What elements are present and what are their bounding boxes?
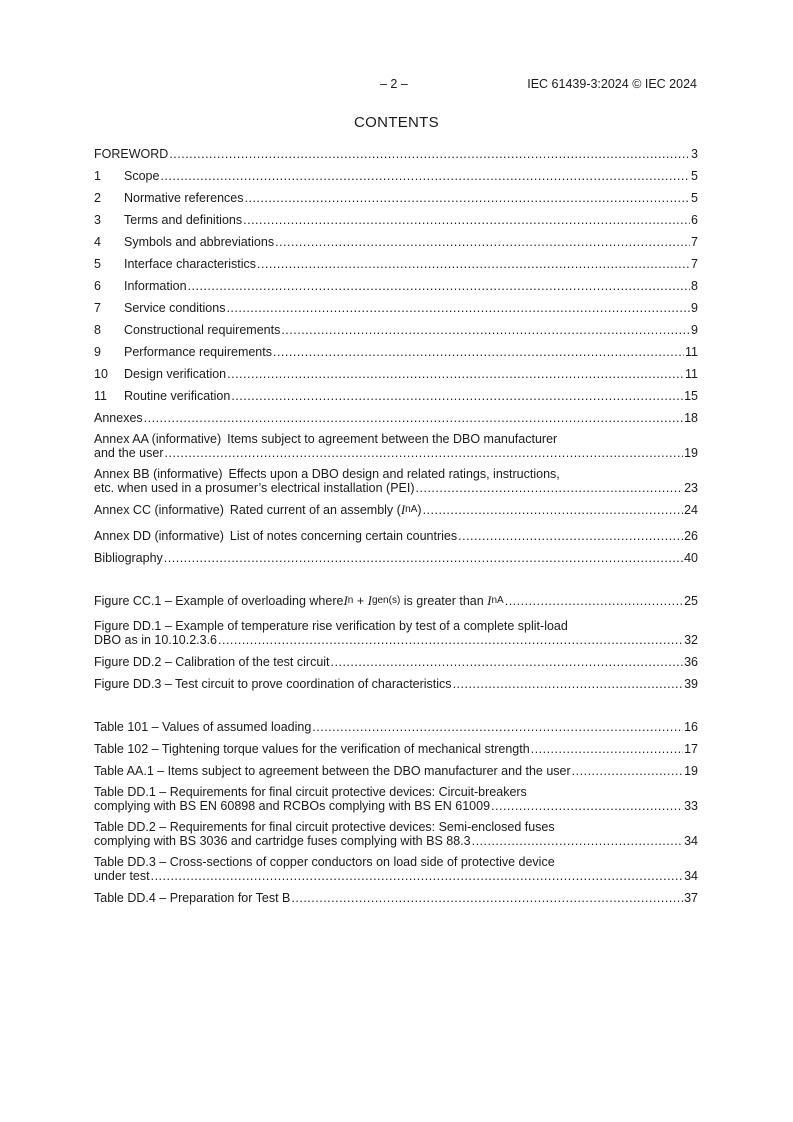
- clause-label: Interface characteristics: [124, 257, 256, 271]
- toc-page: 15: [684, 389, 698, 403]
- toc-annex-bb[interactable]: [94, 467, 698, 495]
- toc-page: 18: [684, 411, 698, 425]
- toc-page: 7: [691, 235, 698, 249]
- clause-number: 8: [94, 323, 101, 337]
- current-symbol: I: [367, 593, 372, 608]
- toc-page: 19: [684, 764, 698, 778]
- clause-label: Normative references: [124, 191, 244, 205]
- toc-clause[interactable]: [94, 256, 698, 278]
- toc-page: 6: [691, 213, 698, 227]
- clause-label: Design verification: [124, 367, 227, 381]
- figure-title: Figure DD.3 – Test circuit to prove coordination of characteristics: [94, 677, 452, 691]
- toc-table-101[interactable]: [94, 719, 698, 741]
- toc-table-102[interactable]: [94, 741, 698, 763]
- toc-page: 19: [684, 446, 698, 460]
- toc-clause[interactable]: [94, 278, 698, 300]
- toc-label: FOREWORD: [94, 147, 169, 161]
- toc-figure-cc1[interactable]: [94, 593, 698, 619]
- toc-figure-dd2[interactable]: [94, 654, 698, 676]
- toc-clause[interactable]: [94, 234, 698, 256]
- toc-table-aa1[interactable]: [94, 763, 698, 785]
- toc-page: 8: [691, 279, 698, 293]
- toc-foreword[interactable]: [94, 146, 698, 168]
- table-title: Table 102 – Tightening torque values for the verification of mechanical strength: [94, 742, 530, 756]
- toc-page: 25: [684, 594, 698, 608]
- toc-bibliography[interactable]: [94, 550, 698, 572]
- current-symbol: I: [487, 593, 492, 608]
- annex-title: Rated current of an assembly (: [229, 503, 401, 517]
- figure-title: Figure DD.2 – Calibration of the test circuit: [94, 655, 330, 669]
- page-title: CONTENTS: [354, 114, 439, 131]
- current-subscript: gen(s): [371, 595, 401, 606]
- toc-table-dd4[interactable]: [94, 890, 698, 912]
- clause-number: 4: [94, 235, 101, 249]
- figure-title: Figure CC.1 – Example of overloading where: [94, 594, 344, 608]
- toc-page: 9: [691, 323, 698, 337]
- annex-prefix: Annex DD (informative): [94, 529, 224, 543]
- toc-clause[interactable]: [94, 300, 698, 322]
- toc-annex-cc[interactable]: [94, 502, 698, 528]
- current-subscript: n: [347, 595, 354, 606]
- toc-page: 24: [684, 503, 698, 517]
- toc-page: 17: [684, 742, 698, 756]
- toc-annex-dd[interactable]: [94, 528, 698, 550]
- toc-page: 5: [691, 169, 698, 183]
- toc-page: 7: [691, 257, 698, 271]
- toc-clause[interactable]: [94, 322, 698, 344]
- current-subscript: nA: [491, 595, 504, 606]
- clause-label: Service conditions: [124, 301, 226, 315]
- figure-title-line2: DBO as in 10.10.2.3.6: [94, 633, 217, 647]
- toc-page: 16: [684, 720, 698, 734]
- clause-label: Information: [124, 279, 187, 293]
- table-title-line2: under test: [94, 869, 150, 883]
- clause-number: 11: [94, 389, 107, 403]
- annex-title-line2: and the user: [94, 446, 164, 460]
- document-id: IEC 61439-3:2024 © IEC 2024: [527, 77, 697, 91]
- clause-number: 10: [94, 367, 108, 381]
- annex-title-line1: Items subject to agreement between the DBO manufacturer: [227, 432, 558, 446]
- toc-clause[interactable]: [94, 344, 698, 366]
- clause-number: 2: [94, 191, 101, 205]
- toc-annex-aa[interactable]: [94, 432, 698, 460]
- toc-page: 34: [684, 869, 698, 883]
- page-number: – 2 –: [380, 77, 408, 91]
- toc-page: 26: [684, 529, 698, 543]
- toc-annexes[interactable]: [94, 410, 698, 432]
- annex-title-line1: Effects upon a DBO design and related ratings, instructions,: [228, 467, 560, 481]
- table-title-line1: Table DD.1 – Requirements for final circuit protective devices: Circuit-breakers: [94, 785, 527, 799]
- toc-clause[interactable]: [94, 190, 698, 212]
- clause-label: Performance requirements: [124, 345, 272, 359]
- toc-page: 40: [684, 551, 698, 565]
- toc-table-dd1[interactable]: [94, 785, 698, 813]
- toc-figure-dd3[interactable]: [94, 676, 698, 698]
- toc-page: 33: [684, 799, 698, 813]
- clause-label: Terms and definitions: [124, 213, 243, 227]
- clause-label: Symbols and abbreviations: [124, 235, 275, 249]
- table-title-line1: Table DD.2 – Requirements for final circuit protective devices: Semi-enclosed fuses: [94, 820, 555, 834]
- toc-clause[interactable]: [94, 388, 698, 410]
- toc-page: 36: [684, 655, 698, 669]
- annex-title: List of notes concerning certain countries: [229, 529, 458, 543]
- toc-page: 9: [691, 301, 698, 315]
- current-subscript: nA: [405, 504, 418, 515]
- toc-page: 11: [685, 367, 698, 381]
- toc-table-dd2[interactable]: [94, 820, 698, 848]
- toc-table-dd3[interactable]: [94, 855, 698, 883]
- table-title: Table AA.1 – Items subject to agreement between the DBO manufacturer and the user: [94, 764, 571, 778]
- plus-sign: +: [353, 594, 368, 608]
- clause-number: 1: [94, 169, 101, 183]
- annex-prefix: Annex AA (informative): [94, 432, 222, 446]
- clause-number: 5: [94, 257, 101, 271]
- annex-prefix: Annex BB (informative): [94, 467, 223, 481]
- figure-title-line1: Figure DD.1 – Example of temperature rise verification by test of a complete split-load: [94, 619, 568, 633]
- annex-prefix: Annex CC (informative): [94, 503, 224, 517]
- toc-label: Bibliography: [94, 551, 163, 565]
- current-symbol: I: [343, 593, 348, 608]
- toc-clause[interactable]: [94, 366, 698, 388]
- toc-page: 3: [691, 147, 698, 161]
- toc-page: 37: [684, 891, 698, 905]
- clause-number: 3: [94, 213, 101, 227]
- clause-number: 6: [94, 279, 101, 293]
- clause-number: 7: [94, 301, 101, 315]
- annex-title-close: ): [417, 503, 422, 517]
- toc-page: 39: [684, 677, 698, 691]
- annex-title-line2: etc. when used in a prosumer’s electrical installation (PEI): [94, 481, 415, 495]
- table-title: Table DD.4 – Preparation for Test B: [94, 891, 291, 905]
- toc-page: 23: [684, 481, 698, 495]
- clause-label: Scope: [124, 169, 160, 183]
- clause-label: Constructional requirements: [124, 323, 281, 337]
- toc-page: 34: [684, 834, 698, 848]
- figure-title-mid: is greater than: [400, 594, 488, 608]
- table-of-contents: [94, 146, 698, 912]
- toc-clause[interactable]: [94, 212, 698, 234]
- toc-label: Annexes: [94, 411, 143, 425]
- toc-page: 11: [685, 345, 698, 359]
- toc-page: 32: [684, 633, 698, 647]
- table-title-line2: complying with BS EN 60898 and RCBOs complying with BS EN 61009: [94, 799, 491, 813]
- clause-number: 9: [94, 345, 101, 359]
- table-title-line1: Table DD.3 – Cross-sections of copper conductors on load side of protective device: [94, 855, 555, 869]
- toc-figure-dd1[interactable]: [94, 619, 698, 647]
- table-title: Table 101 – Values of assumed loading: [94, 720, 312, 734]
- table-title-line2: complying with BS 3036 and cartridge fuses complying with BS 88.3: [94, 834, 471, 848]
- clause-label: Routine verification: [124, 389, 231, 403]
- toc-clause[interactable]: [94, 168, 698, 190]
- current-symbol: I: [400, 502, 406, 517]
- toc-page: 5: [691, 191, 698, 205]
